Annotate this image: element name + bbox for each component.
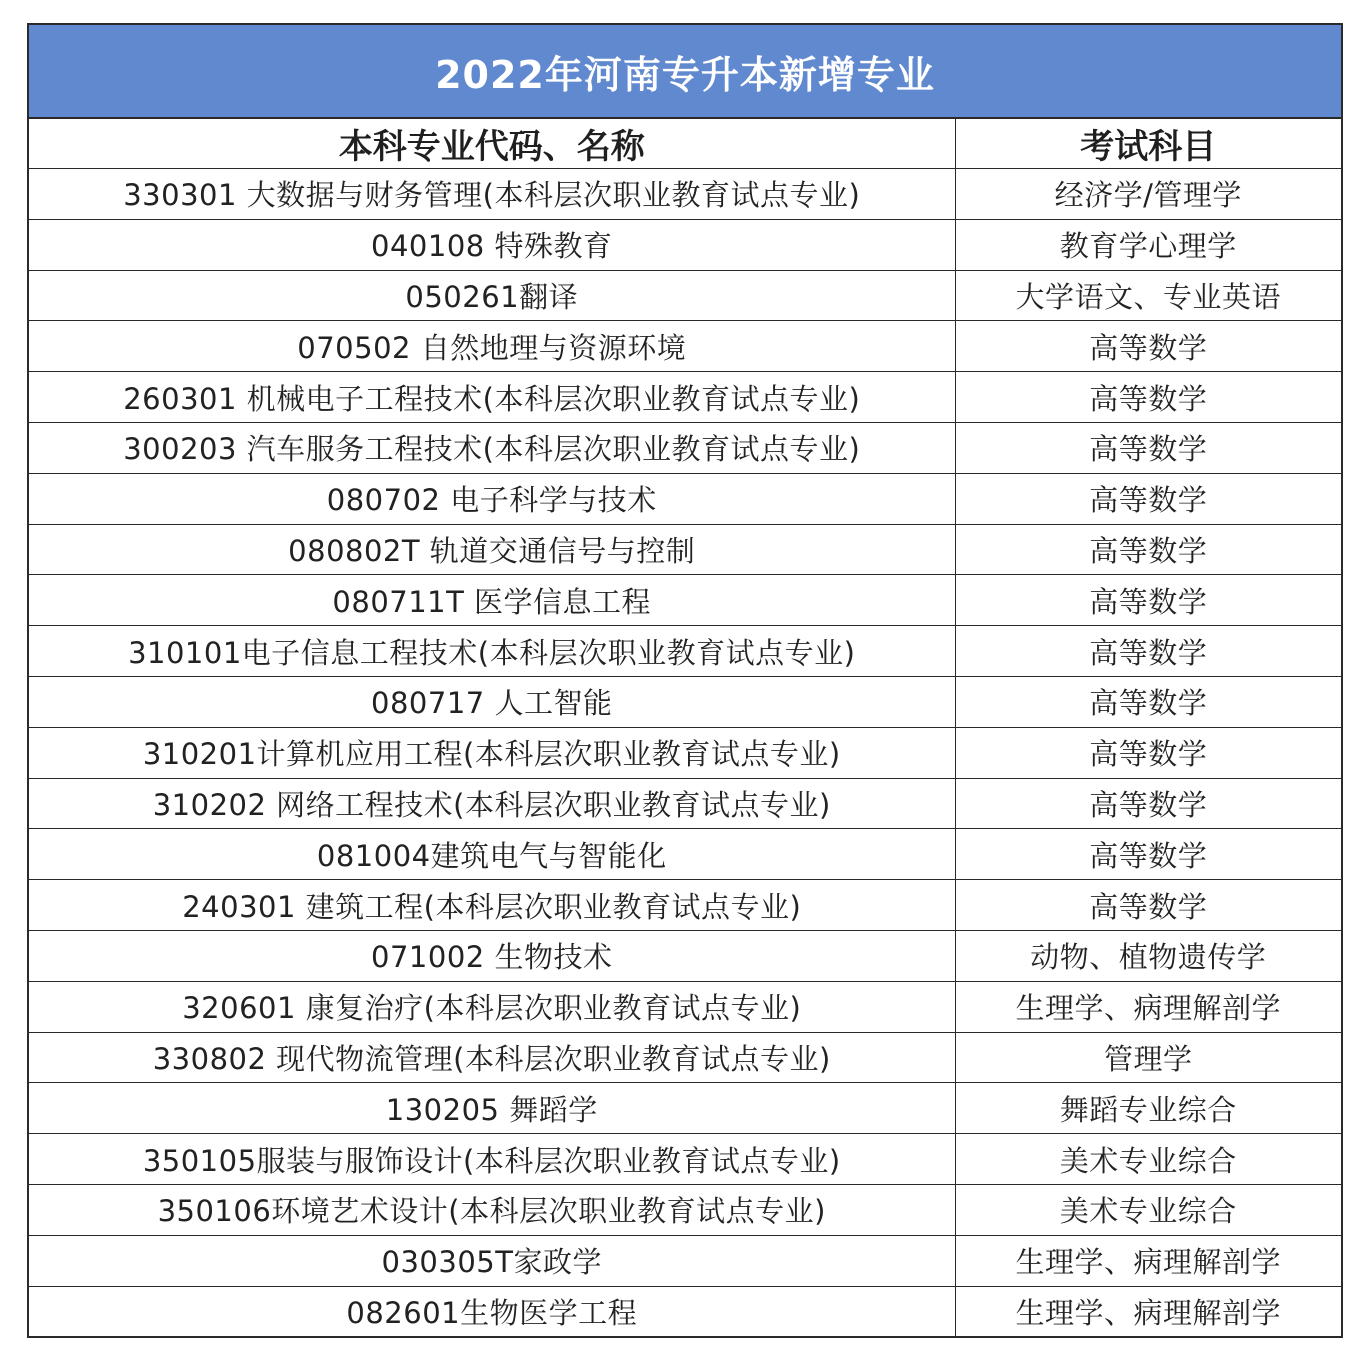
table-row (29, 524, 1341, 575)
major-cell: 080702 电子科学与技术 (29, 473, 955, 524)
major-cell: 130205 舞蹈学 (29, 1083, 955, 1134)
subject-cell: 美术专业综合 (955, 1134, 1341, 1185)
header-row (29, 119, 1341, 169)
major-cell: 240301 建筑工程(本科层次职业教育试点专业) (29, 880, 955, 931)
subject-cell: 高等数学 (955, 778, 1341, 829)
table-row (29, 981, 1341, 1032)
table-row (29, 575, 1341, 626)
table-row (29, 473, 1341, 524)
table-row (29, 372, 1341, 423)
subject-cell: 高等数学 (955, 626, 1341, 677)
table-row (29, 778, 1341, 829)
table-row (29, 1235, 1341, 1286)
major-cell: 330802 现代物流管理(本科层次职业教育试点专业) (29, 1032, 955, 1083)
table-row (29, 727, 1341, 778)
subject-cell: 高等数学 (955, 727, 1341, 778)
major-cell: 350106环境艺术设计(本科层次职业教育试点专业) (29, 1184, 955, 1235)
major-cell: 070502 自然地理与资源环境 (29, 321, 955, 372)
major-cell: 080802T 轨道交通信号与控制 (29, 524, 955, 575)
table-row (29, 930, 1341, 981)
subject-cell: 高等数学 (955, 524, 1341, 575)
table-row (29, 626, 1341, 677)
subject-cell: 美术专业综合 (955, 1184, 1341, 1235)
table-row (29, 422, 1341, 473)
major-cell: 030305T家政学 (29, 1235, 955, 1286)
major-cell: 310101电子信息工程技术(本科层次职业教育试点专业) (29, 626, 955, 677)
table-title: 2022年河南专升本新增专业 (29, 25, 1341, 119)
table-row (29, 219, 1341, 270)
subject-cell: 经济学/管理学 (955, 169, 1341, 220)
major-cell: 081004建筑电气与智能化 (29, 829, 955, 880)
table-row (29, 880, 1341, 931)
header-subject: 考试科目 (955, 119, 1341, 169)
subject-cell: 高等数学 (955, 575, 1341, 626)
major-cell: 082601生物医学工程 (29, 1286, 955, 1336)
table-row (29, 321, 1341, 372)
major-cell: 260301 机械电子工程技术(本科层次职业教育试点专业) (29, 372, 955, 423)
subject-cell: 舞蹈专业综合 (955, 1083, 1341, 1134)
subject-cell: 教育学心理学 (955, 219, 1341, 270)
major-cell: 330301 大数据与财务管理(本科层次职业教育试点专业) (29, 169, 955, 220)
table-row (29, 1134, 1341, 1185)
subject-cell: 高等数学 (955, 372, 1341, 423)
header-major: 本科专业代码、名称 (29, 119, 955, 169)
table-row (29, 169, 1341, 220)
subject-cell: 大学语文、专业英语 (955, 270, 1341, 321)
subject-cell: 生理学、病理解剖学 (955, 1286, 1341, 1336)
majors-table (29, 119, 1341, 1336)
table-row (29, 1286, 1341, 1336)
major-cell: 071002 生物技术 (29, 930, 955, 981)
major-cell: 350105服装与服饰设计(本科层次职业教育试点专业) (29, 1134, 955, 1185)
subject-cell: 高等数学 (955, 422, 1341, 473)
majors-table-sheet (27, 23, 1343, 1338)
table-row (29, 1032, 1341, 1083)
table-row (29, 829, 1341, 880)
major-cell: 300203 汽车服务工程技术(本科层次职业教育试点专业) (29, 422, 955, 473)
subject-cell: 高等数学 (955, 829, 1341, 880)
subject-cell: 生理学、病理解剖学 (955, 1235, 1341, 1286)
major-cell: 310201计算机应用工程(本科层次职业教育试点专业) (29, 727, 955, 778)
major-cell: 080717 人工智能 (29, 676, 955, 727)
major-cell: 040108 特殊教育 (29, 219, 955, 270)
major-cell: 310202 网络工程技术(本科层次职业教育试点专业) (29, 778, 955, 829)
major-cell: 080711T 医学信息工程 (29, 575, 955, 626)
major-cell: 050261翻译 (29, 270, 955, 321)
subject-cell: 动物、植物遗传学 (955, 930, 1341, 981)
subject-cell: 高等数学 (955, 880, 1341, 931)
table-row (29, 270, 1341, 321)
subject-cell: 管理学 (955, 1032, 1341, 1083)
table-row (29, 1184, 1341, 1235)
subject-cell: 高等数学 (955, 321, 1341, 372)
subject-cell: 高等数学 (955, 473, 1341, 524)
table-row (29, 1083, 1341, 1134)
subject-cell: 生理学、病理解剖学 (955, 981, 1341, 1032)
subject-cell: 高等数学 (955, 676, 1341, 727)
table-row (29, 676, 1341, 727)
major-cell: 320601 康复治疗(本科层次职业教育试点专业) (29, 981, 955, 1032)
